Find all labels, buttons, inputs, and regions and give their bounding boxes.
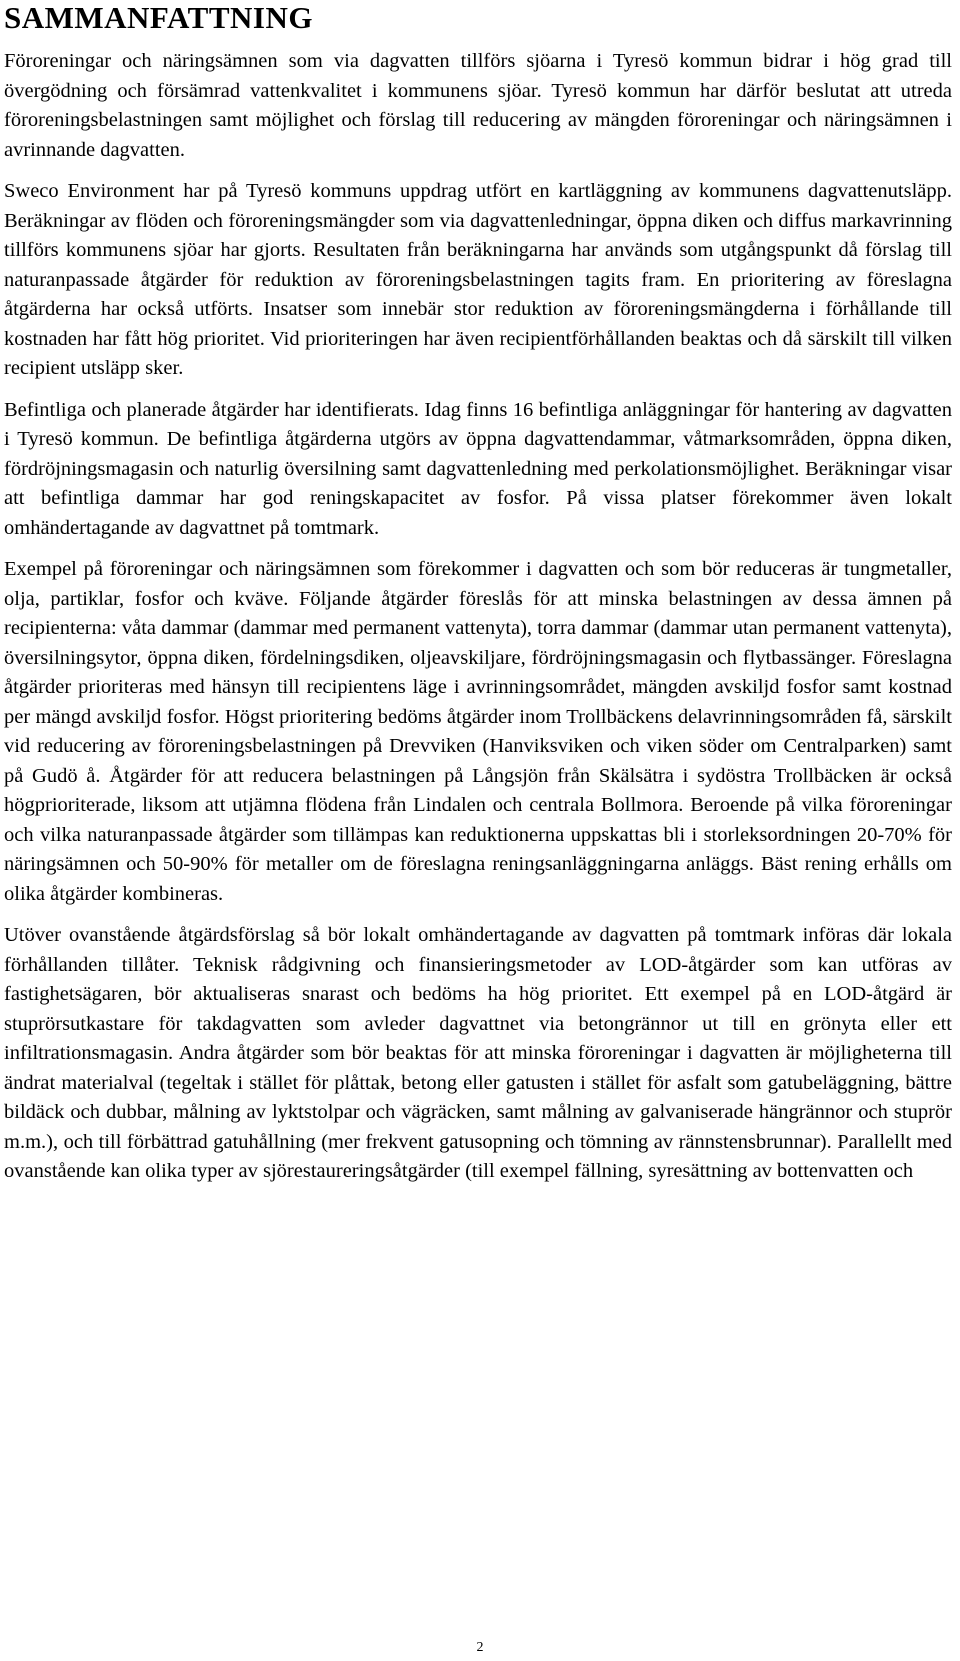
paragraph-proposed-measures: Exempel på föroreningar och näringsämnen som förekommer i dagvatten och som bör reduceras är tungmetaller, olja, partiklar, fosfor och kväve. Följande åtgärder föreslås för att minska belastningen av dessa ämnen på recipienterna: våta dammar (dammar med permanent vattenyta), torra dammar (dammar utan permanent vattenyta), översilningsytor, öppna diken, fördelningsdiken, oljeavskiljare, fördröjningsmagasin och flytbassänger. Föreslagna åtgärder prioriteras med hänsyn till recipientens läge i avrinningsområdet, mängden avskiljd fosfor samt kostnad per mängd avskiljd fosfor. Högst prioritering bedöms åtgärder inom Trollbäckens delavrinningsområden få, särskilt vid reducering av föroreningsbelastningen på Drevviken (Hanviksviken och viken söder om Centralparken) samt på Gudö å. Åtgärder för att reducera belastningen på Långsjön från Skälsätra i sydöstra Trollbäcken är också högprioriterade, liksom att utjämna flödena från Lindalen och centrala Bollmora. Beroende på vilka föroreningar och vilka naturanpassade åtgärder som tillämpas kan reduktionerna uppskattas bli i storleksordningen 20-70% för näringsämnen och 50-90% för metaller om de föreslagna reningsanläggningarna anläggs. Bäst rening erhålls om olika åtgärder kombineras. <box>4 558 952 905</box>
paragraph-lod-measures: Utöver ovanstående åtgärdsförslag så bör lokalt omhändertagande av dagvatten på tomtmark införas där lokala förhållanden tillåter. Teknisk rådgivning och finansieringsmetoder av LOD-åtgärder som kan utföras av fastighetsägaren, bör aktualiseras snarast och bedöms ha hög prioritet. Ett exempel på en LOD-åtgärd är stuprörsutkastare för takdagvatten som avleder dagvattnet via betongrännor ut till en grönyta eller ett infiltrationsmagasin. Andra åtgärder som bör beaktas för att minska föroreningar i dagvatten är möjligheterna till ändrat materialval (tegeltak i stället för plåttak, betong eller gatusten i stället för asfalt som gatubeläggning, bättre bildäck och dubbar, målning av lyktstolpar och vägräcken, samt målning av galvaniserade hängrännor och stuprör m.m.), och till förbättrad gatuhållning (mer frekvent gatusopning och tömning av rännstensbrunnar). Parallellt med ovanstående kan olika typer av sjörestaureringsåtgärder (till exempel fällning, syresättning av bottenvatten och <box>4 924 952 1182</box>
section-heading: SAMMANFATTNING <box>4 0 313 35</box>
paragraph-intro: Föroreningar och näringsämnen som via dagvatten tillförs sjöarna i Tyresö kommun bidrar i hög grad till övergödning och försämrad vattenkvalitet i kommunens sjöar. Tyresö kommun har därför beslutat att utreda föroreningsbelastningen samt möjlighet och förslag till reducering av mängden föroreningar och näringsämnen i avrinnande dagvatten. <box>4 50 952 161</box>
page-number: 2 <box>476 1640 484 1655</box>
summary-body <box>4 47 952 1199</box>
paragraph-existing-measures: Befintliga och planerade åtgärder har identifierats. Idag finns 16 befintliga anläggningar för hantering av dagvatten i Tyresö kommun. De befintliga åtgärderna utgörs av öppna dagvattendammar, våtmarksområden, öppna diken, fördröjningsmagasin och naturlig översilning samt dagvattenledning med perkolationsmöjlighet. Beräkningar visar att befintliga dammar har god reningskapacitet av fosfor. På vissa platser förekommer även lokalt omhändertagande av dagvattnet på tomtmark. <box>4 398 952 539</box>
paragraph-survey: Sweco Environment har på Tyresö kommuns uppdrag utfört en kartläggning av kommunens dagvattenutsläpp. Beräkningar av flöden och föroreningsmängder som via dagvattenledningar, öppna diken och diffus markavrinning tillförs kommunens sjöar har gjorts. Resultaten från beräkningarna har används som utgångspunkt då förslag till naturanpassade åtgärder för reduktion av föroreningsbelastningen tagits fram. En prioritering av föreslagna åtgärderna har också utförts. Insatser som innebär stor reduktion av föroreningsmängderna i förhållande till kostnaden har fått hög prioritet. Vid prioriteringen har även recipientförhållanden beaktas och då särskilt till vilken recipient utsläpp sker. <box>4 180 952 379</box>
